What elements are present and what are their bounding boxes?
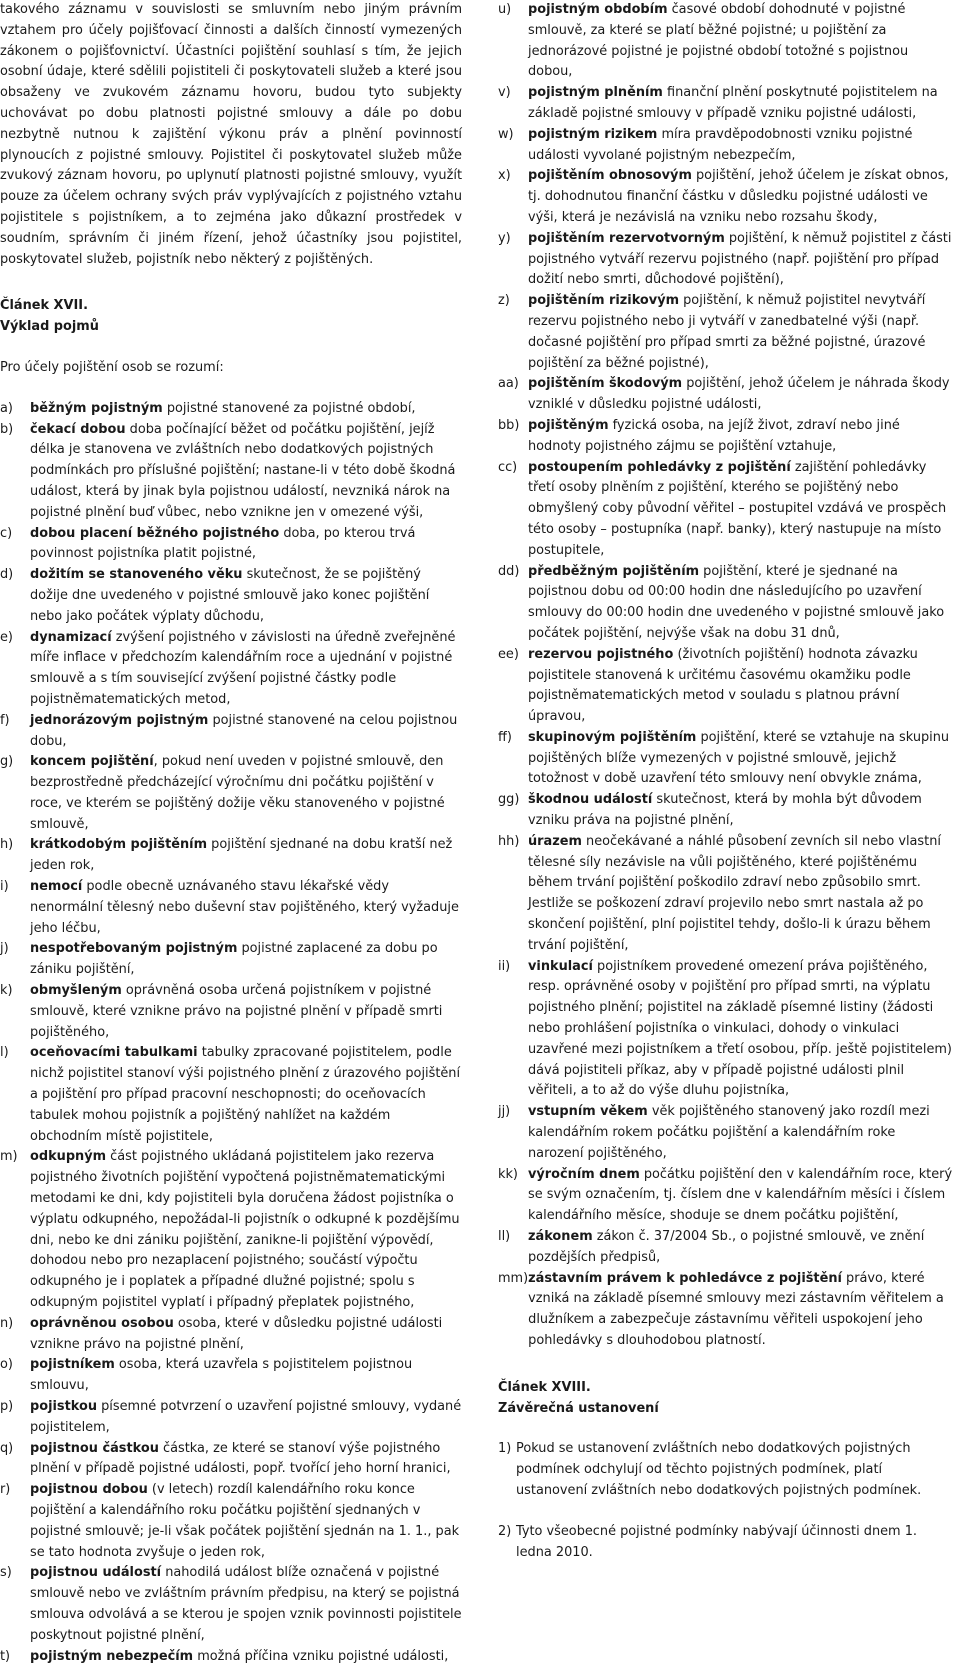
definition-item [0,565,462,627]
provision-number: 1) [498,1441,512,1457]
definition-item [0,1314,462,1356]
definition-item [498,957,954,1103]
definition-item [0,1563,462,1646]
definition-item [498,1227,954,1269]
definition-text [528,957,954,1103]
definition-term: krátkodobým pojištěním [30,837,208,853]
definition-term: zástavním právem k pohledávce z pojištění [528,1270,842,1286]
definition-text [30,399,462,420]
definition-item [498,229,954,291]
definition-term: postoupením pohledávky z pojištění [528,459,791,475]
definition-item [498,790,954,832]
definition-body: doba počínající běžet od počátku pojištění, jejíž délka je stanovena ve zvláštních nebo dodatkových pojistných podmínkách pro příslušné pojištění; nastane-li v této době škodná událost, která by jinak byla pojistnou událostí, nevzniká nárok na pojistné plnění buď vůbec, nebo vznikne jen v omezené výši, [30,421,456,520]
definition-text [30,1480,462,1563]
definition-text [528,458,954,562]
definition-item [0,420,462,524]
definition-text [30,628,462,711]
definition-label: g) [0,754,14,770]
definition-label: x) [498,168,511,184]
definition-item [498,83,954,125]
definition-item [0,628,462,711]
definition-item [498,728,954,790]
definition-term: škodnou událostí [528,792,653,808]
definition-label: f) [0,712,10,728]
definition-text [30,1397,462,1439]
definition-term: vinkulací [528,958,593,974]
definition-label: j) [0,941,9,957]
definition-item [0,1480,462,1563]
definition-body: osoba, která uzavřela s pojistitelem pojistnou smlouvu, [30,1357,413,1394]
definition-term: vstupním věkem [528,1104,648,1120]
definition-text [30,420,462,524]
definition-body: pojištění, k němuž pojistitel z části pojistného vytváří rezervu pojistného (např. pojištění pro případ dožití nebo smrti, důchodové pojištění), [528,230,952,288]
definition-body: podle obecně uznávaného stavu lékařské vědy nenormální tělesný nebo duševní stav pojištěného, který vyžaduje jeho léčbu, [30,879,459,936]
article-xviii-title: Článek XVIII. [498,1379,591,1395]
definition-body: oprávněná osoba určená pojistníkem v pojistné smlouvě, které vznikne právo na pojistné plnění v případě smrti pojištěného, [30,983,443,1040]
definition-body: časové období dohodnuté v pojistné smlouvě, za které se platí běžné pojistné; u pojištění za jednorázové pojistné je pojistné období totožné s pojistnou dobou, [528,2,909,80]
definition-text [528,1102,954,1164]
definition-text [30,835,462,877]
definition-text [30,939,462,981]
definition-text [528,790,954,832]
definition-term: pojištěním škodovým [528,376,683,392]
definition-label: b) [0,421,14,437]
definition-term: dynamizací [30,629,112,645]
definition-label: s) [0,1565,12,1581]
definition-body: zvýšení pojistného v závislosti na úředně zveřejněné míře inflace v předchozím kalendářním roce a ujednání v pojistné smlouvě a s tím související zvýšení pojistné částky podle pojistněmatematických metod, [30,629,456,707]
definition-label: a) [0,400,13,416]
definition-item [498,645,954,728]
definition-term: zákonem [528,1229,593,1245]
definition-body: zajištění pohledávky třetí osoby plněním z pojištění, kterého se pojištěný nebo obmyšlený coby původní věřitel – postupitel vzdává ve prospěch této osoby – postupníka (např. banky), který nastupuje na místo postupitele, [528,459,947,558]
definition-term: koncem pojištění [30,754,154,770]
definition-item [498,0,954,83]
definition-item [498,166,954,228]
definition-text [30,981,462,1043]
definition-term: pojištěným [528,417,609,433]
definition-body: pojistníkem provedené omezení práva pojištěného, resp. oprávněné osoby v pojištění pro případ smrti, na výplatu pojistného plnění; pojistitel na základě písemné listiny (žádosti nebo prohlášení pojistníka o vinkulaci, dohody o vinkulaci uzavřené mezi pojistníkem a třetí osobou, příp. ještě pojistitelem) dává pojistiteli příkaz, aby v případě pojistné události plnil věřiteli, a to až do výše dluhu pojistníka, [528,958,952,1099]
definition-label: m) [0,1149,18,1165]
definition-term: běžným pojistným [30,400,163,416]
definition-text [30,1314,462,1356]
definition-label: c) [0,525,13,541]
definition-body: pojištění, jehož účelem je získat obnos, tj. dohodnutou finanční částku v důsledku pojistné události ve výši, která je nezávislá na vzniku nebo rozsahu škody, [528,168,949,225]
definition-term: oceňovacími tabulkami [30,1045,198,1061]
definition-term: pojistníkem [30,1357,115,1373]
provision-item [498,1439,954,1501]
definition-term: oprávněnou osobou [30,1315,174,1331]
definition-label: dd) [498,563,520,579]
definition-item [498,1269,954,1352]
definition-item [498,125,954,167]
definition-term: nemocí [30,879,83,895]
definition-term: pojistným obdobím [528,2,668,17]
definitions-lead: Pro účely pojištění osob se rozumí: [0,359,224,375]
definition-term: pojistnou částkou [30,1440,159,1456]
definition-text [528,1227,954,1269]
definition-body: skutečnost, že se pojištěný dožije dne uvedeného v pojistné smlouvě jako konec pojištění nebo jako počátek výplaty důchodu, [30,567,430,624]
definition-label: h) [0,837,14,853]
definition-term: pojištěním rizikovým [528,293,680,309]
definition-term: obmyšleným [30,983,122,999]
definition-term: rezervou pojistného [528,646,674,662]
definition-text [30,711,462,753]
definition-item [0,524,462,566]
definition-text [528,728,954,790]
definition-term: čekací dobou [30,421,126,437]
definition-item [498,1102,954,1164]
definition-item [0,877,462,939]
definition-label: ii) [498,958,511,974]
definition-item [498,458,954,562]
definition-body: doba, po kterou trvá povinnost pojistníka platit pojistné, [30,525,416,562]
definition-term: odkupným [30,1149,107,1165]
definition-label: gg) [498,792,520,808]
definition-body: (v letech) rozdíl kalendářního roku konce pojištění a kalendářního roku počátku pojištění sjednaných v pojistné smlouvě; je-li však počátek pojištění sjednán na 1. 1., pak se tato hodnota zvyšuje o jeden rok, [30,1482,460,1560]
definition-label: r) [0,1482,11,1498]
definition-body: písemné potvrzení o uzavření pojistné smlouvy, vydané pojistitelem, [30,1399,462,1435]
definition-text [30,1647,462,1667]
definition-term: dobou placení běžného pojistného [30,525,280,541]
definition-text [528,416,954,458]
article-xviii-subtitle: Závěrečná ustanovení [498,1400,659,1416]
definition-text [30,877,462,939]
definition-body: částka, ze které se stanoví výše pojistného plnění v případě pojistné události, popř. tvořící jeho horní hranici, [30,1440,451,1477]
definition-text [30,1147,462,1313]
definition-body: pojištění, jehož účelem je náhrada škody vzniklé v důsledku pojistné události, [528,376,950,413]
definition-body: osoba, které v důsledku pojistné události vznikne právo na pojistné plnění, [30,1315,443,1352]
definition-term: výročním dnem [528,1166,640,1182]
definition-label: hh) [498,833,520,849]
definition-text [528,832,954,957]
definition-body: nahodilá událost blíže označená v pojistné smlouvě nebo ve zvláštním právním předpisu, na který se pojistná smlouva odvolává a se kterou je spojen vznik povinnosti pojistitele poskytnout pojistné plnění, [30,1565,462,1643]
definition-term: pojistným rizikem [528,126,658,142]
definition-item [498,832,954,957]
provision-text: Tyto všeobecné pojistné podmínky nabývají účinnosti dnem 1. ledna 2010. [516,1523,918,1560]
article-xvii-subtitle: Výklad pojmů [0,319,99,335]
definition-text [528,1165,954,1227]
definition-item [498,291,954,374]
definition-text [528,229,954,291]
definition-term: pojistnou událostí [30,1565,162,1581]
definition-label: o) [0,1357,13,1373]
definition-term: pojistným plněním [528,85,663,101]
definition-item [0,1147,462,1313]
left-column [0,0,462,1667]
definition-item [0,752,462,835]
definition-item [0,1647,462,1667]
definition-term: jednorázovým pojistným [30,712,209,728]
definition-label: w) [498,126,514,142]
definitions-list-left [0,399,462,1667]
definition-body: právo, které vzniká na základě písemné smlouvy mezi zástavním věřitelem a dlužníkem a zabezpečuje zástavnímu věřiteli uspokojení jeho pohledávky s dlouhodobou platností. [528,1270,944,1348]
definition-text [528,166,954,228]
provision-number: 2) [498,1523,512,1539]
definition-term: skupinovým pojištěním [528,729,697,745]
definition-item [498,1165,954,1227]
definition-term: pojistným nebezpečím [30,1648,194,1664]
definition-label: ll) [498,1229,511,1245]
definition-label: q) [0,1440,14,1456]
definition-item [0,1397,462,1439]
definition-body: pojištění, k němuž pojistitel nevytváří rezervu pojistného nebo ji vytváří v zanedbatelné výši (např. dočasné pojištění pro případ smrti za běžné pojistné, úrazové pojištění za běžné pojistné), [528,293,926,371]
definition-text [30,1439,462,1481]
definition-term: pojistnou dobou [30,1482,148,1498]
definition-body: pojištění sjednané na dobu kratší než jeden rok, [30,837,453,874]
intro-paragraph: takového záznamu v souvislosti se smluvním nebo jiným právním vztahem pro účely pojišťovací činnosti a dalších činností vymezených zákonem o pojišťovnictví. Účastníci pojištění souhlasí s tím, že jejich osobní údaje, které sdělili pojistiteli či poskytovateli služeb a které jsou obsaženy ve zvukovém záznamu hovoru, budou tyto subjekty uchovávat po dobu platnosti pojistné smlouvy a dále po dobu nezbytně nutnou k zajištění výkonu práv a plnění povinností plynoucích z pojistné smlouvy. Pojistitel či poskytovatel služeb může zvukový záznam hovoru, po uplynutí platnosti pojistné smlouvy, využít pouze za účelem ochrany svých práv vyplývajících z pojistného vztahu pojistitele s pojistníkem, a to zejména jako důkazní prostředek v soudním, správním či jiném řízení, jehož účastníky jsou pojistitel, poskytovatel služeb, pojistník nebo některý z pojištěných. [0,2,462,267]
definition-term: pojistkou [30,1399,98,1414]
definition-label: bb) [498,417,520,433]
definition-term: dožitím se stanoveného věku [30,567,243,583]
definition-label: k) [0,983,13,999]
definition-item [498,416,954,458]
definition-body: možná příčina vzniku pojistné události, [193,1648,449,1664]
definition-text [528,125,954,167]
definition-item [0,939,462,981]
definition-text [30,1043,462,1147]
definition-label: cc) [498,459,518,475]
definition-body: finanční plnění poskytnuté pojistitelem na základě pojistné smlouvy v případě vzniku pojistné události, [528,85,938,121]
definition-text [528,1269,954,1352]
definition-label: ee) [498,646,519,662]
definition-label: u) [498,2,512,17]
provision-item [498,1522,954,1564]
definition-item [0,981,462,1043]
definition-label: jj) [498,1104,511,1120]
definition-body: , pokud není uveden v pojistné smlouvě, den bezprostředně předcházející výročnímu dni počátku pojištění v roce, ve kterém se pojištěný dožije věku stanoveného v pojistné smlouvě, [30,754,445,832]
definition-item [498,374,954,416]
definition-text [30,524,462,566]
definition-text [528,291,954,374]
definition-label: mm) [498,1270,529,1286]
definition-label: aa) [498,376,519,392]
definition-item [0,1043,462,1147]
definition-term: nespotřebovaným pojistným [30,941,238,957]
definitions-list-right [498,0,954,1352]
definition-item [0,1439,462,1481]
definition-label: t) [0,1648,11,1664]
definition-label: l) [0,1045,9,1061]
definition-item [0,835,462,877]
definition-body: pojistné stanovené za pojistné období, [162,400,416,416]
article-xvii-title: Článek XVII. [0,298,88,314]
definition-body: neočekávané a náhlé působení zevních sil nebo vlastní tělesné síly nezávisle na vůli pojištěného, které pojištěnému během trvání pojištění poškodilo zdraví nebo způsobilo smrt. Jestliže se poškození zdraví projevilo nebo smrt nastala až po skončení pojištění, plní pojistitel tehdy, došlo-li k úrazu během trvání pojištění, [528,833,941,953]
definition-item [0,399,462,420]
definition-item [0,711,462,753]
definition-label: i) [0,879,9,895]
definition-text [30,1355,462,1397]
definition-text [528,83,954,125]
definition-body: fyzická osoba, na jejíž život, zdraví nebo jiné hodnoty pojistného zájmu se pojištění vztahuje, [528,417,900,454]
provisions-list [498,1439,954,1563]
definition-label: n) [0,1315,14,1331]
definition-term: předběžným pojištěním [528,563,700,579]
definition-text [528,374,954,416]
definition-body: pojistné zaplacené za dobu po zániku pojištění, [30,941,438,978]
definition-label: v) [498,85,511,101]
definition-item [498,562,954,645]
definition-body: pojistné stanovené na celou pojistnou dobu, [30,712,458,749]
right-column [498,0,954,1563]
definition-body: (životních pojištění) hodnota závazku pojistitele stanovená k určitému časovému okamžiku podle pojistněmatematických metod v souladu s platnou právní úpravou, [528,646,918,725]
definition-body: tabulky zpracované pojistitelem, podle nichž pojistitel stanoví výši pojistného plnění z úrazového pojištění a pojištění pro případ pracovní neschopnosti; do oceňovacích tabulek mohou pojistník a pojištěný nahlížet na každém obchodním místě pojistitele, [30,1045,461,1144]
definition-label: y) [498,230,511,246]
definition-term: pojištěním obnosovým [528,168,692,184]
definition-label: ff) [498,729,512,745]
definition-body: věk pojištěného stanovený jako rozdíl mezi kalendářním rokem počátku pojištění a kalendářním roke narození pojištěného, [528,1104,930,1161]
definition-body: pojištění, které se vztahuje na skupinu pojištěných blíže vymezených v pojistné smlouvě, jejichž totožnost v době uzavření této smlouvy není obvykle známa, [528,729,950,787]
definition-text [528,562,954,645]
definition-label: d) [0,567,14,583]
definition-text [30,1563,462,1646]
definition-label: z) [498,293,510,309]
definition-body: zákon č. 37/2004 Sb., o pojistné smlouvě, ve znění pozdějších předpisů, [528,1229,925,1265]
definition-label: e) [0,629,13,645]
definition-text [528,645,954,728]
definition-label: kk) [498,1166,518,1182]
definition-text [528,0,954,83]
provision-text: Pokud se ustanovení zvláštních nebo dodatkových pojistných podmínek odchylují od těchto pojistných podmínek, platí ustanovení zvláštních nebo dodatkových pojistných podmínek. [516,1441,922,1498]
definition-text [30,752,462,835]
definition-label: p) [0,1399,14,1414]
definition-text [30,565,462,627]
definition-body: skutečnost, která by mohla být důvodem vzniku práva na pojistné plnění, [528,792,922,829]
definition-body: počátku pojištění den v kalendářním roce, který se svým označením, tj. číslem dne v kalendářním měsíci i číslem kalendářního měsíce, shoduje se dnem počátku pojištění, [528,1166,953,1224]
definition-body: část pojistného ukládaná pojistitelem jako rezerva pojistného životních pojištění vypočtená pojistněmatematickými metodami ke dni, kdy pojistiteli byla doručena žádost pojistníka o výplatu odkupného, nepožádal-li pojistník o odkupné k pozdějšímu dni, nebo ke dni zániku pojištění, zanikne-li pojištění výpovědí, dohodou nebo pro nezaplacení pojistného; součástí výpočtu odkupného je i poplatek a případné dlužné pojistné; spolu s odkupným pojistitel vyplatí i případný přeplatek pojistného, [30,1149,460,1311]
definition-item [0,1355,462,1397]
definition-body: míra pravděpodobnosti vzniku pojistné události vyvolané pojistným nebezpečím, [528,126,913,163]
definition-body: pojištění, které je sjednané na pojistnou dobu od 00:00 hodin dne následujícího po uzavření smlouvy do 00:00 hodin dne uvedeného v pojistné smlouvě jako počátek pojištění, nejvýše však na dobu 31 dnů, [528,563,945,641]
definition-term: pojištěním rezervotvorným [528,230,725,246]
definition-term: úrazem [528,833,582,849]
